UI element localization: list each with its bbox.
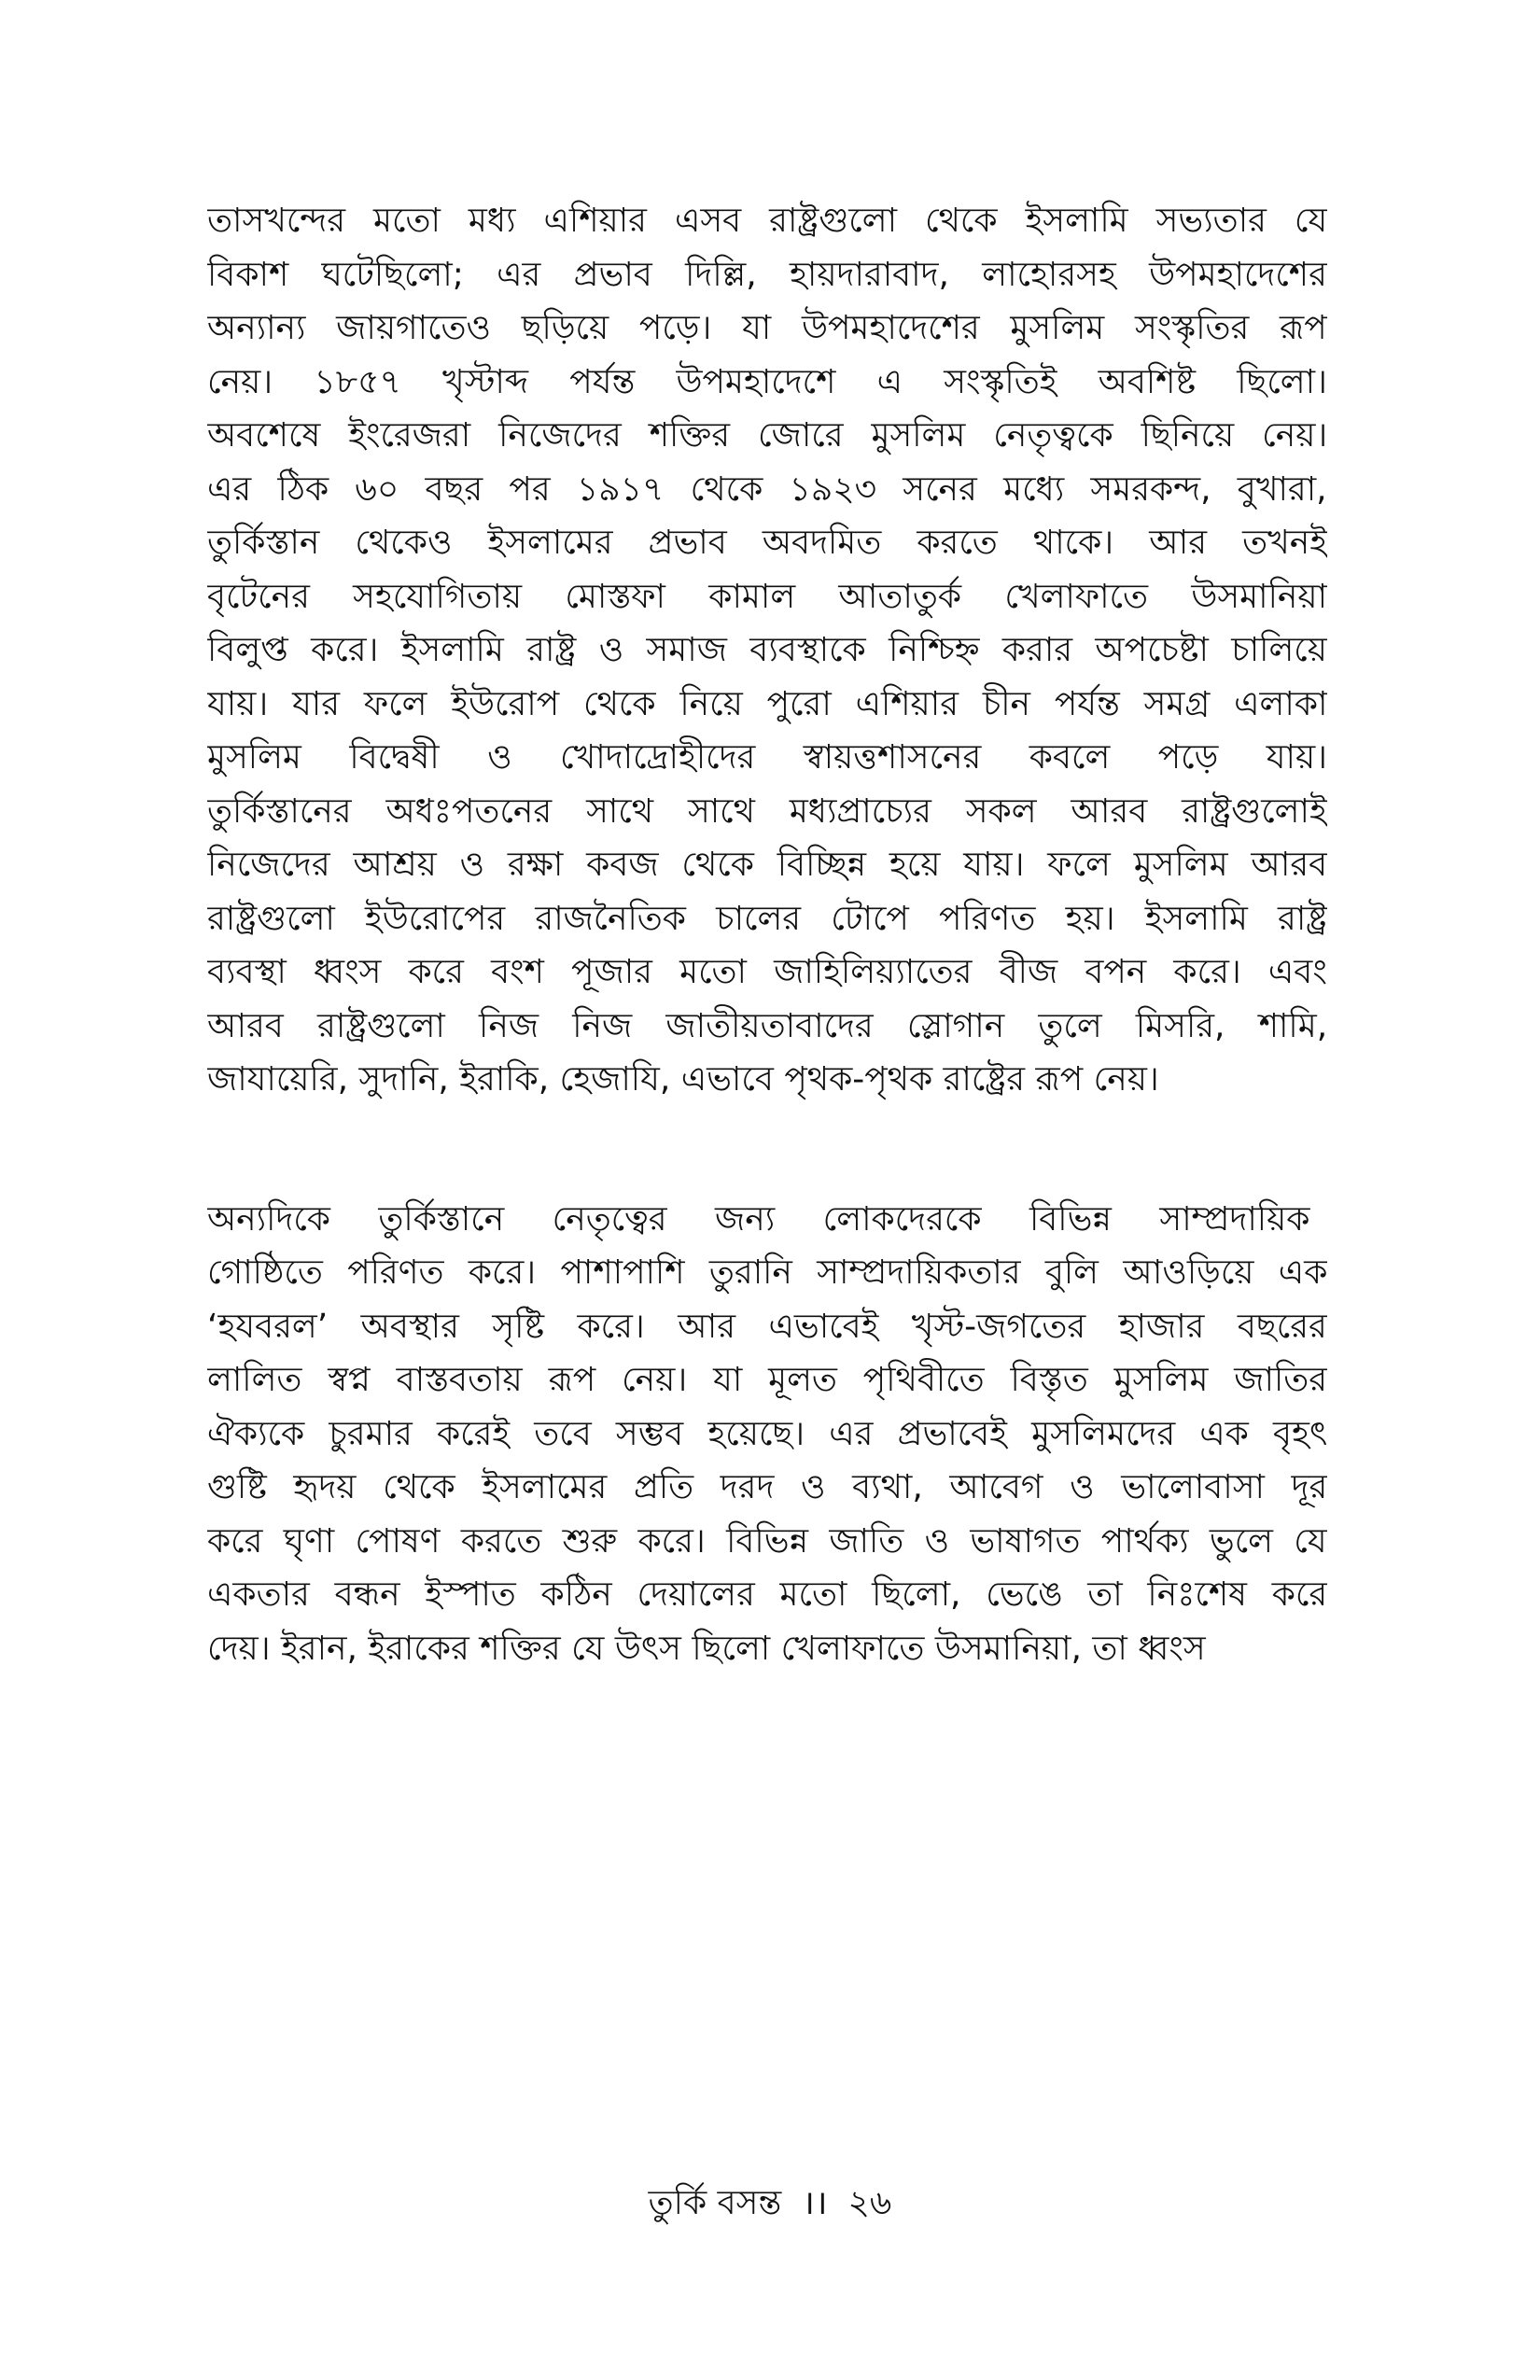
text-line: গোষ্ঠিতে পরিণত করে। পাশাপাশি তুরানি সাম্প্রদায়িকতার বুলি আওড়িয়ে এক bbox=[207, 1253, 1327, 1292]
text-line: লালিত স্বপ্ন বাস্তবতায় রূপ নেয়। যা মূলত পৃথিবীতে বিস্তৃত মুসলিম জাতির bbox=[207, 1361, 1327, 1399]
text-line: ব্যবস্থা ধ্বংস করে বংশ পূজার মতো জাহিলিয়্যাতের বীজ বপন করে। এবং bbox=[207, 953, 1327, 991]
text-line: নেয়। ১৮৫৭ খৃস্টাব্দ পর্যন্ত উপমহাদেশে এ সংস্কৃতিই অবশিষ্ট ছিলো। bbox=[207, 362, 1327, 401]
text-line: রাষ্ট্রগুলো ইউরোপের রাজনৈতিক চালের টোপে পরিণত হয়। ইসলামি রাষ্ট্র bbox=[207, 899, 1327, 938]
book-title: তুর্কি বসন্ত bbox=[648, 2184, 782, 2222]
page-body bbox=[207, 194, 1327, 1675]
page-footer bbox=[0, 2182, 1540, 2225]
paragraph-1 bbox=[207, 194, 1327, 1107]
text-line: এর ঠিক ৬০ বছর পর ১৯১৭ থেকে ১৯২৩ সনের মধ্যে সমরকন্দ, বুখারা, bbox=[207, 469, 1327, 509]
paragraph-2 bbox=[207, 1193, 1327, 1676]
text-line: বিলুপ্ত করে। ইসলামি রাষ্ট্র ও সমাজ ব্যবস্থাকে নিশ্চিহ্ন করার অপচেষ্টা চালিয়ে bbox=[207, 631, 1327, 669]
text-line: যায়। যার ফলে ইউরোপ থেকে নিয়ে পুরো এশিয়ার চীন পর্যন্ত সমগ্র এলাকা bbox=[207, 684, 1327, 723]
text-line: বিকাশ ঘটেছিলো; এর প্রভাব দিল্লি, হায়দারাবাদ, লাহোরসহ উপমহাদেশের bbox=[207, 255, 1327, 294]
text-line: অন্যদিকে তুর্কিস্তানে নেতৃত্বের জন্য লোকদেরকে বিভিন্ন সাম্প্রদায়িক bbox=[207, 1199, 1310, 1239]
text-line: তাসখন্দের মতো মধ্য এশিয়ার এসব রাষ্ট্রগুলো থেকে ইসলামি সভ্যতার যে bbox=[207, 202, 1327, 240]
text-line: করে ঘৃণা পোষণ করতে শুরু করে। বিভিন্ন জাতি ও ভাষাগত পার্থক্য ভুলে যে bbox=[207, 1521, 1327, 1561]
page-number: ২৬ bbox=[847, 2184, 892, 2222]
text-line: তুর্কিস্তান থেকেও ইসলামের প্রভাব অবদমিত করতে থাকে। আর তখনই bbox=[207, 524, 1327, 562]
text-line: অন্যান্য জায়গাতেও ছড়িয়ে পড়ে। যা উপমহাদেশের মুসলিম সংস্কৃতির রূপ bbox=[207, 309, 1327, 347]
text-line: একতার বন্ধন ইস্পাত কঠিন দেয়ালের মতো ছিলো, ভেঙে তা নিঃশেষ করে bbox=[207, 1575, 1327, 1614]
text-line: মুসলিম বিদ্বেষী ও খোদাদ্রোহীদের স্বায়ত্তশাসনের কবলে পড়ে যায়। bbox=[207, 738, 1327, 777]
text-line: নিজেদের আশ্রয় ও রক্ষা কবজ থেকে বিচ্ছিন্ন হয়ে যায়। ফলে মুসলিম আরব bbox=[207, 846, 1327, 884]
text-line: ঐক্যকে চুরমার করেই তবে সম্ভব হয়েছে। এর প্রভাবেই মুসলিমদের এক বৃহৎ bbox=[207, 1414, 1327, 1453]
footer-separator: ।। bbox=[802, 2184, 828, 2222]
text-line: তুর্কিস্তানের অধঃপতনের সাথে সাথে মধ্যপ্রাচ্যের সকল আরব রাষ্ট্রগুলোই bbox=[207, 791, 1327, 831]
text-line: জাযায়েরি, সুদানি, ইরাকি, হেজাযি, এভাবে পৃথক-পৃথক রাষ্ট্রের রূপ নেয়। bbox=[207, 1060, 1159, 1099]
text-line: দেয়। ইরান, ইরাকের শক্তির যে উৎস ছিলো খেলাফাতে উসমানিয়া, তা ধ্বংস bbox=[207, 1629, 1206, 1668]
text-line: আরব রাষ্ট্রগুলো নিজ নিজ জাতীয়তাবাদের স্লোগান তুলে মিসরি, শামি, bbox=[207, 1006, 1327, 1045]
text-line: ‘হযবরল’ অবস্থার সৃষ্টি করে। আর এভাবেই খৃস্ট-জগতের হাজার বছরের bbox=[207, 1307, 1327, 1346]
text-line: গুষ্টি হৃদয় থেকে ইসলামের প্রতি দরদ ও ব্যথা, আবেগ ও ভালোবাসা দূর bbox=[207, 1468, 1327, 1506]
text-line: বৃটেনের সহযোগিতায় মোস্তফা কামাল আতাতুর্ক খেলাফাতে উসমানিয়া bbox=[207, 577, 1327, 616]
text-line: অবশেষে ইংরেজরা নিজেদের শক্তির জোরে মুসলিম নেতৃত্বকে ছিনিয়ে নেয়। bbox=[207, 416, 1327, 455]
